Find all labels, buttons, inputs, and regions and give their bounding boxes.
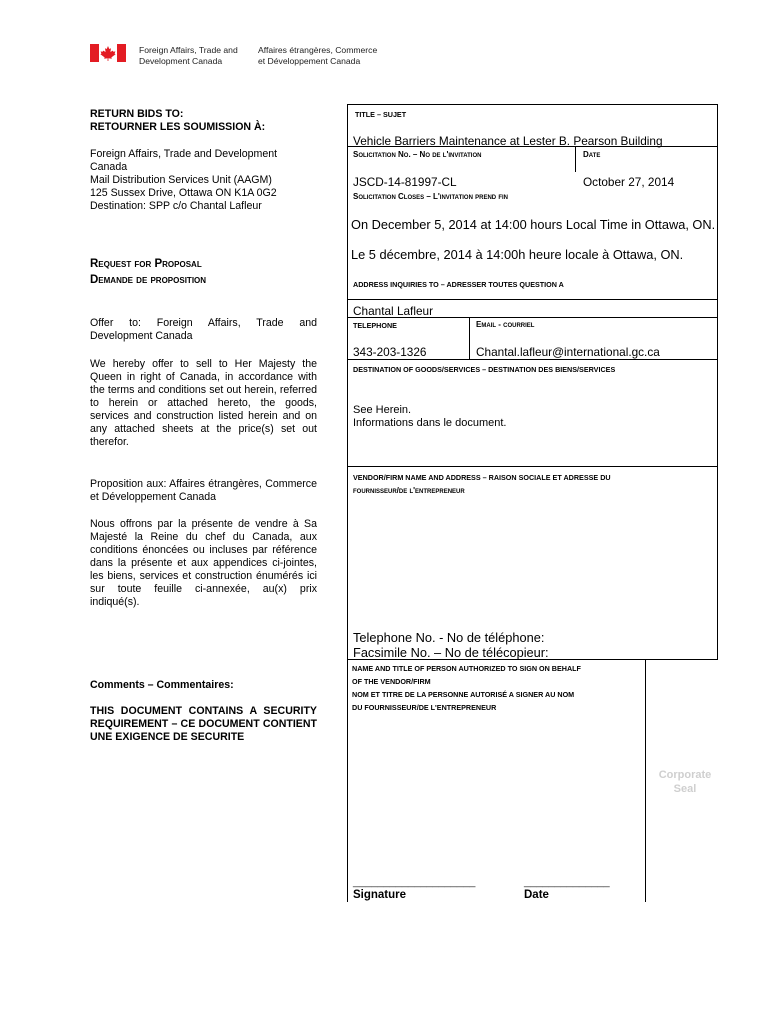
return-bids-en: RETURN BIDS TO: bbox=[90, 108, 184, 120]
contact-name: Chantal Lafleur bbox=[353, 304, 434, 318]
destination-fr: Informations dans le document. bbox=[353, 417, 507, 429]
offer-text: We hereby offer to sell to Her Majesty the Queen in right of Canada, in accordance with the terms and conditions set out herein, referred to herein or attached hereto, the goods, services and construction listed herein and on any attached sheets at the price(s) set out therefor. bbox=[90, 358, 317, 448]
solicitation-number: JSCD-14-81997-CL bbox=[353, 175, 457, 189]
corporate-seal bbox=[646, 768, 724, 796]
title-label: TITLE – SUJET bbox=[355, 110, 407, 119]
rfp-title-fr: Demande de proposition bbox=[90, 274, 207, 286]
rfp-title-en: Request for Proposal bbox=[90, 258, 202, 270]
address-line: Destination: SPP c/o Chantal Lafleur bbox=[90, 200, 262, 212]
proposition-aux: Proposition aux: Affaires étrangères, Commerce et Développement Canada bbox=[90, 478, 317, 503]
authorized-label-line1: NAME AND TITLE OF PERSON AUTHORIZED TO SIGN ON BEHALF bbox=[352, 664, 581, 673]
closes-fr: Le 5 décembre, 2014 à 14:00h heure locale à Ottawa, ON. bbox=[351, 247, 684, 262]
col-divider-email bbox=[469, 317, 470, 359]
authorized-label-line3: NOM ET TITRE DE LA PERSONNE AUTORISÉ A SIGNER AU NOM bbox=[352, 690, 575, 699]
offer-to: Offer to: Foreign Affairs, Trade and Development Canada bbox=[90, 317, 317, 342]
form-border-right-mid bbox=[717, 299, 718, 660]
vendor-label-line1: VENDOR/FIRM NAME AND ADDRESS – RAISON SOCIALE ET ADRESSE DU bbox=[353, 473, 611, 482]
date-signature-label: Date bbox=[524, 889, 549, 901]
telephone-no-label: Telephone No. - No de téléphone: bbox=[353, 630, 545, 645]
closes-label: Solicitation Closes – L'invitation prend fin bbox=[353, 192, 509, 201]
closes-en: On December 5, 2014 at 14:00 hours Local Time in Ottawa, ON. bbox=[351, 217, 716, 232]
row-divider bbox=[347, 466, 718, 467]
vendor-label bbox=[353, 473, 715, 496]
comments-label: Comments – Commentaires: bbox=[90, 679, 234, 691]
form-border-right-top bbox=[717, 104, 718, 299]
seal-line1: Corporate bbox=[658, 769, 712, 781]
row-divider bbox=[347, 299, 718, 300]
address-line: Mail Distribution Services Unit (AAGM) bbox=[90, 174, 272, 186]
canada-flag-icon bbox=[90, 44, 126, 62]
title-value: Vehicle Barriers Maintenance at Lester B. Pearson Building bbox=[353, 134, 663, 148]
destination-label: DESTINATION OF GOODS/SERVICES – DESTINATION DES BIENS/SERVICES bbox=[353, 365, 616, 374]
return-bids-fr: RETOURNER LES SOUMISSION À: bbox=[90, 121, 266, 133]
dept-en-line1: Foreign Affairs, Trade and bbox=[139, 45, 238, 55]
address-line: Foreign Affairs, Trade and Development bbox=[90, 148, 278, 160]
department-name-fr bbox=[258, 45, 377, 67]
vendor-label-line2: fournisseur/de l'entrepreneur bbox=[353, 486, 465, 495]
facsimile-no-label: Facsimile No. – No de télécopieur: bbox=[353, 645, 549, 660]
address-line: Canada bbox=[90, 161, 128, 173]
address-inquiries-label: ADDRESS INQUIRIES TO – ADRESSER TOUTES QUESTION A bbox=[353, 280, 564, 289]
authorized-label-line2: OF THE VENDOR/FIRM bbox=[352, 677, 431, 686]
telephone-value: 343-203-1326 bbox=[353, 345, 427, 359]
rfp-heading bbox=[90, 256, 320, 288]
date-label: Date bbox=[583, 150, 601, 159]
form-border-top bbox=[347, 104, 718, 105]
email-value[interactable]: Chantal.lafleur@international.gc.ca bbox=[476, 345, 660, 359]
date-signature-line: ______________ bbox=[524, 876, 610, 888]
authorized-label-line4: DU FOURNISSEUR/DE L'ENTREPRENEUR bbox=[352, 703, 497, 712]
dept-fr-line1: Affaires étrangères, Commerce bbox=[258, 45, 378, 55]
col-divider-date bbox=[575, 146, 576, 172]
offrons-text: Nous offrons par la présente de vendre à Sa Majesté la Reine du chef du Canada, aux conditions énoncées ou incluses par référence dans la présente et aux appendices ci-jointes, les biens, services et construction énumérés ici sur toute feuille ci-annexée, au(x) prix indiqué(s). bbox=[90, 518, 317, 608]
dept-fr-line2: et Développement Canada bbox=[258, 56, 361, 66]
seal-line2: Seal bbox=[673, 783, 697, 795]
telephone-label: TELEPHONE bbox=[353, 321, 397, 330]
solicitation-label: Solicitation No. – No de l'invitation bbox=[353, 150, 482, 159]
email-label: Email - courriel bbox=[476, 320, 535, 329]
security-note: THIS DOCUMENT CONTAINS A SECURITY REQUIREMENT – CE DOCUMENT CONTIENT UNE EXIGENCE DE SECURITE bbox=[90, 705, 317, 743]
row-divider bbox=[347, 359, 718, 360]
date-value: October 27, 2014 bbox=[583, 175, 675, 189]
return-address bbox=[90, 148, 330, 213]
authorized-person-label bbox=[352, 662, 642, 714]
department-name-en bbox=[139, 45, 238, 67]
signature-line: ____________________ bbox=[353, 876, 476, 888]
address-line: 125 Sussex Drive, Ottawa ON K1A 0G2 bbox=[90, 187, 277, 199]
form-border-left bbox=[347, 104, 348, 902]
signature-label: Signature bbox=[353, 889, 407, 901]
return-bids-heading bbox=[90, 108, 320, 134]
destination-en: See Herein. bbox=[353, 404, 412, 416]
dept-en-line2: Development Canada bbox=[139, 56, 223, 66]
